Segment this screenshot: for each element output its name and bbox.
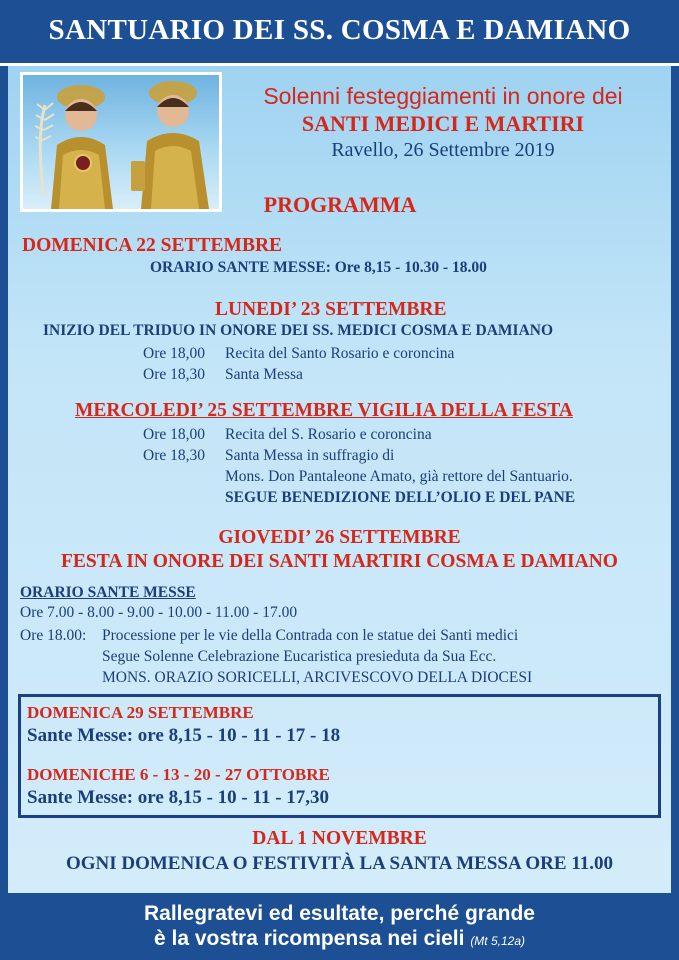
- schedule-row: [143, 424, 575, 445]
- header-banner: [0, 0, 679, 66]
- ottobre-title: DOMENICHE 6 - 13 - 20 - 27 OTTOBRE: [27, 765, 330, 784]
- dom22-title: DOMENICA 22 SETTEMBRE: [22, 235, 283, 256]
- nov-title: DAL 1 NOVEMBRE: [252, 828, 427, 849]
- procession-line: MONS. ORAZIO SORICELLI, ARCIVESCOVO DELLA DIOCESI: [102, 669, 533, 686]
- intro-line-2: SANTI MEDICI E MARTIRI: [301, 111, 585, 136]
- left-border: [0, 66, 8, 893]
- october-schedule-box: [18, 694, 661, 818]
- gio26-subtitle: FESTA IN ONORE DEI SANTI MARTIRI COSMA E DAMIANO: [61, 551, 618, 572]
- saints-statues-image: [20, 72, 222, 212]
- dom29-text: Sante Messe: ore 8,15 - 10 - 11 - 17 - 18: [27, 725, 341, 746]
- schedule-text: Santa Messa: [225, 366, 303, 383]
- statues-illustration: [23, 75, 219, 209]
- footer-line-1: Rallegratevi ed esultate, perché grande: [144, 902, 535, 925]
- schedule-text: Santa Messa in suffragio di: [225, 447, 395, 464]
- schedule-row: [143, 343, 454, 364]
- footer-line-2: [0, 926, 679, 954]
- programma-heading: PROGRAMMA: [263, 192, 417, 217]
- procession-row: [20, 625, 532, 646]
- gio26-orario-times: Ore 7.00 - 8.00 - 9.00 - 10.00 - 11.00 - 17.00: [20, 604, 298, 621]
- lun23-subtitle: INIZIO DEL TRIDUO IN ONORE DEI SS. MEDICI COSMA E DAMIANO: [43, 322, 554, 339]
- schedule-time: Ore 18,30: [143, 447, 205, 464]
- gio26-procession: [20, 625, 532, 688]
- schedule-time: Ore 18,30: [143, 366, 205, 383]
- schedule-continuation-bold: SEGUE BENEDIZIONE DELL’OLIO E DEL PANE: [225, 489, 576, 506]
- procession-line: Segue Solenne Celebrazione Eucaristica presieduta da Sua Ecc.: [102, 648, 497, 665]
- intro-block: [228, 82, 658, 162]
- lun23-title: LUNEDI’ 23 SETTEMBRE: [215, 299, 447, 320]
- footer-banner: [0, 893, 679, 960]
- procession-time: Ore 18.00:: [20, 627, 87, 644]
- nov-text: OGNI DOMENICA O FESTIVITÀ LA SANTA MESSA ORE 11.00: [65, 853, 614, 874]
- dom29-title: DOMENICA 29 SETTEMBRE: [27, 703, 254, 722]
- gio26-title: GIOVEDI’ 26 SETTEMBRE: [218, 527, 461, 548]
- mer25-schedule: [143, 424, 575, 508]
- lun23-schedule: [143, 343, 454, 385]
- intro-date: Ravello, 26 Settembre 2019: [331, 139, 555, 161]
- footer-reference: (Mt 5,12a): [470, 934, 525, 948]
- schedule-continuation: Mons. Don Pantaleone Amato, già rettore del Santuario.: [225, 468, 573, 485]
- schedule-row: [143, 445, 575, 466]
- ottobre-text: Sante Messe: ore 8,15 - 10 - 11 - 17,30: [27, 787, 330, 808]
- schedule-row: [143, 364, 454, 385]
- footer-quote: è la vostra ricompensa nei cieli: [153, 927, 465, 950]
- schedule-text: Recita del S. Rosario e coroncina: [225, 426, 432, 443]
- schedule-time: Ore 18,00: [143, 345, 205, 362]
- gio26-orario-label: ORARIO SANTE MESSE: [20, 584, 196, 601]
- schedule-time: Ore 18,00: [143, 426, 205, 443]
- right-border: [671, 66, 679, 893]
- dom22-orario: ORARIO SANTE MESSE: Ore 8,15 - 10.30 - 18.00: [150, 259, 487, 276]
- intro-line-1: Solenni festeggiamenti in onore dei: [263, 83, 623, 109]
- mer25-title: MERCOLEDI’ 25 SETTEMBRE VIGILIA DELLA FESTA: [75, 400, 573, 421]
- header-title: SANTUARIO DEI SS. COSMA E DAMIANO: [48, 14, 631, 46]
- schedule-text: Recita del Santo Rosario e coroncina: [225, 345, 455, 362]
- procession-line: Processione per le vie della Contrada con le statue dei Santi medici: [102, 627, 519, 644]
